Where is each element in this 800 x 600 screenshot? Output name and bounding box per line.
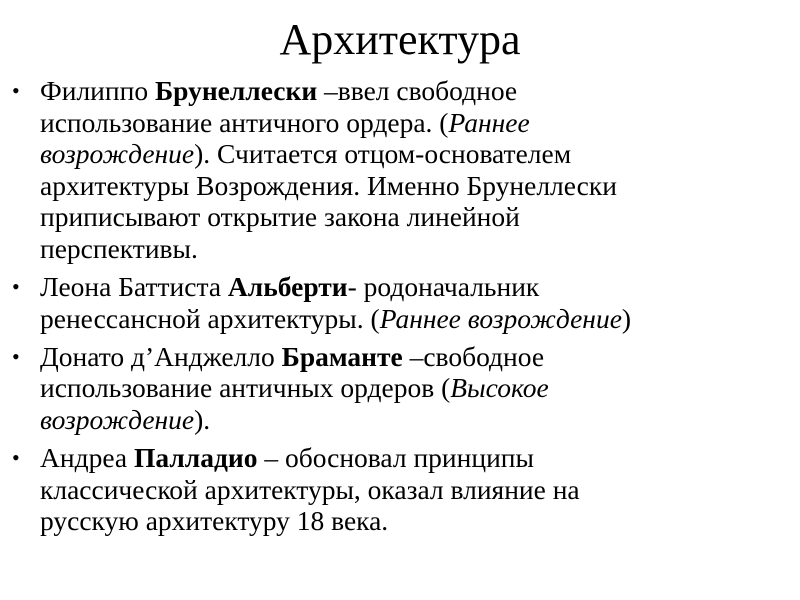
bullet-dot-icon: •	[12, 274, 20, 300]
architect-name: Брунеллески	[154, 75, 318, 106]
period-label: Высокое возрождение	[40, 372, 549, 435]
bullet-text-part: –ввел свободное использование античного ордера. (	[40, 75, 518, 138]
bullet-item-palladio	[12, 442, 662, 537]
bullet-dot-icon: •	[12, 445, 20, 471]
architect-name: Браманте	[281, 340, 403, 372]
bullet-text-part: Донато д’Анджелло	[40, 340, 282, 372]
bullet-text-part: - родоначальник ренессансной архитектуры. (	[40, 271, 540, 334]
bullet-text-part: ).	[194, 403, 211, 435]
architect-name: Альберти	[227, 271, 348, 303]
bullet-text-part: Андреа	[40, 442, 134, 474]
bullet-item-brunelleschi	[12, 75, 662, 265]
bullet-dot-icon: •	[12, 78, 20, 103]
bullet-text-part: Леона Баттиста	[40, 271, 228, 303]
slide-title: Архитектура	[279, 15, 521, 64]
architect-name: Палладио	[133, 442, 258, 474]
period-label: Раннее возрождение	[40, 106, 530, 170]
bullet-list	[12, 75, 662, 543]
bullet-item-alberti	[12, 271, 662, 334]
bullet-text-part: )	[621, 302, 632, 334]
bullet-text-part: – обосновал принципы классической архитектуры, оказал влияние на русскую архитектуру 18 века.	[40, 442, 580, 537]
bullet-dot-icon: •	[12, 343, 20, 369]
bullet-text-part: Филиппо	[40, 75, 155, 106]
bullet-text-part: ). Считается отцом-основателем архитектуры Возрождения. Именно Брунеллески приписывают открытие закона линейной перспективы.	[40, 138, 617, 264]
bullet-text-part: –свободное использование античных ордеров (	[40, 340, 545, 404]
period-label: Раннее возрождение	[379, 302, 622, 334]
bullet-item-bramante	[12, 341, 662, 436]
